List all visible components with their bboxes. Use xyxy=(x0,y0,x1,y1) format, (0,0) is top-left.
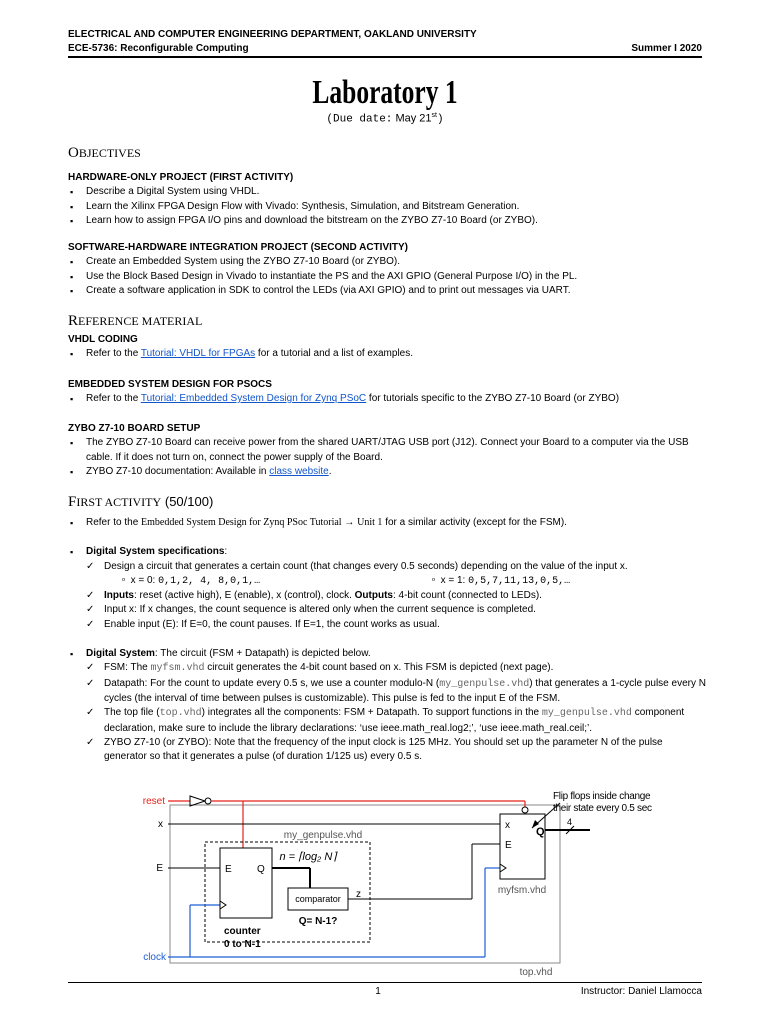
counter-block xyxy=(220,848,272,918)
zybo-doc-item: ▪ ZYBO Z7-10 documentation: Available in class website. xyxy=(68,465,708,479)
digital-system-title: ▪ Digital System: The circuit (FSM + Datapath) is depicted below. xyxy=(68,647,708,661)
page-title: Laboratory 1 xyxy=(312,74,458,111)
page-number: 1 xyxy=(375,986,381,997)
hw-project-title: HARDWARE-ONLY PROJECT (FIRST ACTIVITY) xyxy=(68,172,294,183)
z-label: z xyxy=(356,889,361,900)
embedded-tutorial-link[interactable]: Tutorial: Embedded System Design for Zynq PSoC xyxy=(140,392,367,404)
counter-label: counter xyxy=(224,926,261,937)
due-date: (Due date: May 21st) xyxy=(326,112,444,126)
counter-q: Q xyxy=(257,864,265,875)
flip-flop-note: Flip flops inside change xyxy=(553,791,651,802)
top-file-item: ✓ The top file (top.vhd) integrates all the components: FSM + Datapath. To support functions in the my_genpulse.vhd component declaration, make sure to include the library declarations: ‘use ieee.math_real.log2;’, ‘use ieee.math_real.ceil;’. xyxy=(68,706,708,736)
embedded-title: EMBEDDED SYSTEM DESIGN FOR PSOCS xyxy=(68,378,272,390)
fsm-x: x xyxy=(505,820,510,831)
input-x-item: ✓ Input x: If x changes, the count sequence is altered only when the current sequence is completed. xyxy=(68,603,708,617)
first-activity-section xyxy=(68,516,708,764)
vhdl-title: VHDL CODING xyxy=(68,334,138,345)
clock-label: clock xyxy=(143,952,166,963)
fsm-file-label: myfsm.vhd xyxy=(497,885,547,896)
counter-range: 0 to N-1 xyxy=(224,939,261,950)
page-header xyxy=(68,28,702,56)
top-file-label: top.vhd xyxy=(519,967,553,978)
vhdl-tutorial-link[interactable]: Tutorial: VHDL for FPGAs xyxy=(140,348,256,360)
x-label: x xyxy=(158,819,163,830)
bus-width: 4 xyxy=(567,817,573,827)
department-line: ELECTRICAL AND COMPUTER ENGINEERING DEPARTMENT, OAKLAND UNIVERSITY xyxy=(68,29,477,40)
zybo-setup-title: ZYBO Z7-10 BOARD SETUP xyxy=(68,423,201,435)
objectives-section xyxy=(68,171,708,298)
vhdl-item: ▪ Refer to the Tutorial: VHDL for FPGAs for a tutorial and a list of examples. xyxy=(68,347,708,361)
fsm-item: ✓ FSM: The myfsm.vhd circuit generates the 4-bit count based on x. This FSM is depicted (next page). xyxy=(68,661,708,676)
flip-flop-note: their state every 0.5 sec xyxy=(553,803,652,814)
reset-label: reset xyxy=(142,796,165,807)
enable-item: ✓ Enable input (E): If E=0, the count pauses. If E=1, the count works as usual. xyxy=(68,618,708,632)
fsm-e: E xyxy=(505,840,512,851)
reference-section xyxy=(68,333,708,479)
refer-item: ▪ Refer to the Embedded System Design for Zynq PSoc Tutorial → Unit 1 for a similar activity (except for the FSM). xyxy=(68,516,708,530)
n-formula: n = ⌈log₂ N⌉ xyxy=(279,851,337,863)
sw-item: ▪ Create a software application in SDK to control the LEDs (via AXI GPIO) and to print out messages via UART. xyxy=(68,284,708,298)
spec-item: ✓ Design a circuit that generates a certain count (that changes every 0.5 seconds) depending on the value of the input x. xyxy=(68,560,708,574)
hw-item: ▪ Describe a Digital System using VHDL. xyxy=(68,185,708,199)
genpulse-label: my_genpulse.vhd xyxy=(283,830,363,841)
comparator-condition: Q= N-1? xyxy=(298,916,338,927)
objectives-heading: OBJECTIVES xyxy=(68,145,141,161)
fsm-q: Q xyxy=(536,826,545,838)
io-item: ✓ Inputs: reset (active high), E (enable), x (control), clock. Outputs: 4-bit count (connected to LEDs). xyxy=(68,589,708,603)
first-activity-heading: FIRST ACTIVITY (50/100) xyxy=(68,494,214,510)
class-website-link[interactable]: class website xyxy=(269,466,329,478)
term: Summer I 2020 xyxy=(631,43,702,54)
sequence-row: ᵒ x = 0: 0,1,2, 4, 8,0,1,… ᵒ x = 1: 0,5,7,11,13,0,5,… xyxy=(122,574,571,587)
footer-rule xyxy=(68,982,702,983)
datapath-item: ✓ Datapath: For the count to update every 0.5 s, we use a counter modulo-N (my_genpulse.vhd) that generates a 1-cycle pulse every N cycles (the interval of time between pulses is customizable). This pulse is fed to the input E of the FSM. xyxy=(68,677,708,707)
e-label: E xyxy=(156,863,163,874)
hw-item: ▪ Learn how to assign FPGA I/O pins and download the bitstream on the ZYBO Z7-10 Board (or ZYBO). xyxy=(68,214,708,228)
sw-item: ▪ Use the Block Based Design in Vivado to instantiate the PS and the AXI GPIO (General Purpose I/O) in the PL. xyxy=(68,270,708,284)
clock-item: ✓ ZYBO Z7-10 (or ZYBO): Note that the frequency of the input clock is 125 MHz. You should set up the parameter N of the pulse generator so that it generates a pulse (of duration 1/125 us) every 0.5 s. xyxy=(68,736,708,765)
zybo-power-item: ▪ The ZYBO Z7-10 Board can receive power from the shared UART/JTAG USB port (J12). Connect your Board to a computer via the USB cable. If it does not turn on, connect the power supply of the Board. xyxy=(68,436,708,465)
embedded-item: ▪ Refer to the Tutorial: Embedded System Design for Zynq PSoC for tutorials specific to the ZYBO Z7-10 Board (or ZYBO) xyxy=(68,392,708,406)
sw-item: ▪ Create an Embedded System using the ZYBO Z7-10 Board (or ZYBO). xyxy=(68,255,708,269)
sw-project-title: SOFTWARE-HARDWARE INTEGRATION PROJECT (SECOND ACTIVITY) xyxy=(68,242,408,254)
hw-item: ▪ Learn the Xilinx FPGA Design Flow with Vivado: Synthesis, Simulation, and Bitstream Generation. xyxy=(68,200,708,214)
block-diagram xyxy=(0,780,770,980)
counter-e: E xyxy=(225,864,232,875)
spec-title: ▪ Digital System specifications: xyxy=(68,545,708,559)
instructor: Instructor: Daniel Llamocca xyxy=(580,986,702,997)
comparator-label: comparator xyxy=(295,894,341,904)
course-name: ECE-5736: Reconfigurable Computing xyxy=(68,43,249,54)
reference-heading: REFERENCE MATERIAL xyxy=(68,313,203,329)
header-rule xyxy=(68,56,702,58)
